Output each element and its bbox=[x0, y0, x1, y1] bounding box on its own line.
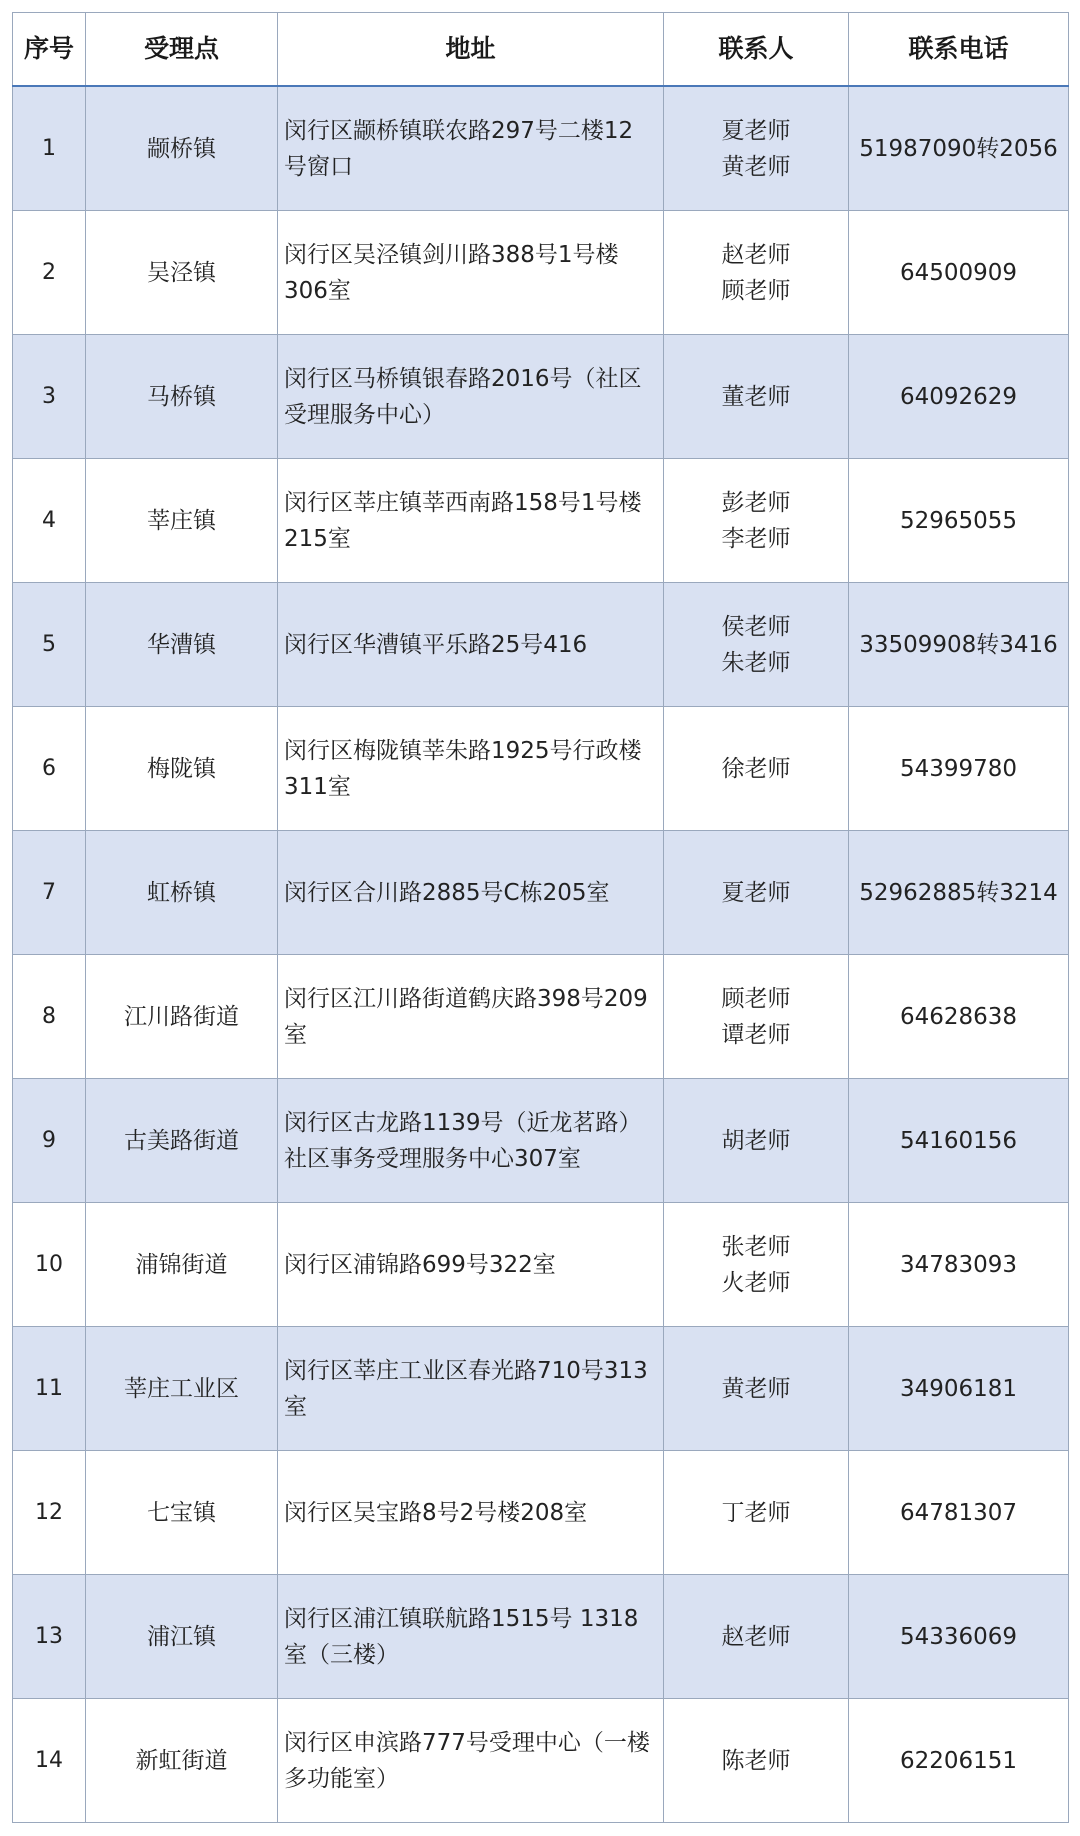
table-row bbox=[13, 707, 1069, 831]
table-body bbox=[13, 86, 1069, 1823]
header-contact: 联系人 bbox=[664, 13, 849, 87]
cell-site: 马桥镇 bbox=[86, 335, 278, 459]
cell-address: 闵行区莘庄工业区春光路710号313室 bbox=[278, 1327, 664, 1451]
contact-name: 顾老师 bbox=[721, 985, 791, 1012]
contact-name: 彭老师 bbox=[721, 489, 791, 516]
contact-name: 陈老师 bbox=[721, 1747, 791, 1774]
table-row bbox=[13, 955, 1069, 1079]
cell-address: 闵行区吴宝路8号2号楼208室 bbox=[278, 1451, 664, 1575]
cell-address: 闵行区浦锦路699号322室 bbox=[278, 1203, 664, 1327]
cell-contact bbox=[664, 707, 849, 831]
cell-contact bbox=[664, 1203, 849, 1327]
table-row bbox=[13, 583, 1069, 707]
cell-site: 古美路街道 bbox=[86, 1079, 278, 1203]
header-site: 受理点 bbox=[86, 13, 278, 87]
cell-index: 7 bbox=[13, 831, 86, 955]
cell-contact bbox=[664, 335, 849, 459]
cell-site: 莘庄工业区 bbox=[86, 1327, 278, 1451]
contact-name: 胡老师 bbox=[721, 1127, 791, 1154]
cell-index: 6 bbox=[13, 707, 86, 831]
cell-site: 梅陇镇 bbox=[86, 707, 278, 831]
contact-name: 赵老师 bbox=[721, 1623, 791, 1650]
contact-name: 谭老师 bbox=[721, 1021, 791, 1048]
contact-name: 徐老师 bbox=[721, 755, 791, 782]
contact-name: 侯老师 bbox=[721, 613, 791, 640]
cell-contact bbox=[664, 955, 849, 1079]
contact-name: 夏老师 bbox=[721, 879, 791, 906]
cell-phone: 64628638 bbox=[849, 955, 1069, 1079]
cell-index: 9 bbox=[13, 1079, 86, 1203]
cell-phone: 33509908转3416 bbox=[849, 583, 1069, 707]
table-row bbox=[13, 1451, 1069, 1575]
table-row bbox=[13, 1203, 1069, 1327]
cell-index: 14 bbox=[13, 1699, 86, 1823]
contact-name: 李老师 bbox=[721, 525, 791, 552]
contact-name: 丁老师 bbox=[721, 1499, 791, 1526]
cell-contact bbox=[664, 211, 849, 335]
cell-phone: 64092629 bbox=[849, 335, 1069, 459]
cell-site: 吴泾镇 bbox=[86, 211, 278, 335]
cell-contact bbox=[664, 86, 849, 211]
contact-name: 黄老师 bbox=[721, 1375, 791, 1402]
table-row bbox=[13, 1699, 1069, 1823]
cell-phone: 54336069 bbox=[849, 1575, 1069, 1699]
cell-address: 闵行区古龙路1139号（近龙茗路）社区事务受理服务中心307室 bbox=[278, 1079, 664, 1203]
cell-site: 七宝镇 bbox=[86, 1451, 278, 1575]
table-row bbox=[13, 459, 1069, 583]
contact-name: 夏老师 bbox=[721, 117, 791, 144]
cell-site: 浦江镇 bbox=[86, 1575, 278, 1699]
contact-name: 董老师 bbox=[721, 383, 791, 410]
cell-phone: 51987090转2056 bbox=[849, 86, 1069, 211]
cell-site: 浦锦街道 bbox=[86, 1203, 278, 1327]
cell-index: 8 bbox=[13, 955, 86, 1079]
cell-phone: 64781307 bbox=[849, 1451, 1069, 1575]
table-row bbox=[13, 86, 1069, 211]
contact-name: 黄老师 bbox=[721, 153, 791, 180]
cell-index: 5 bbox=[13, 583, 86, 707]
cell-address: 闵行区颛桥镇联农路297号二楼12号窗口 bbox=[278, 86, 664, 211]
table-row bbox=[13, 335, 1069, 459]
contact-table-container bbox=[12, 12, 1068, 1823]
cell-address: 闵行区江川路街道鹤庆路398号209室 bbox=[278, 955, 664, 1079]
cell-phone: 52965055 bbox=[849, 459, 1069, 583]
table-row bbox=[13, 1079, 1069, 1203]
acceptance-points-table bbox=[12, 12, 1069, 1823]
cell-address: 闵行区吴泾镇剑川路388号1号楼306室 bbox=[278, 211, 664, 335]
cell-address: 闵行区申滨路777号受理中心（一楼多功能室） bbox=[278, 1699, 664, 1823]
header-address: 地址 bbox=[278, 13, 664, 87]
table-row bbox=[13, 211, 1069, 335]
cell-index: 12 bbox=[13, 1451, 86, 1575]
table-row bbox=[13, 1327, 1069, 1451]
cell-contact bbox=[664, 1575, 849, 1699]
cell-phone: 64500909 bbox=[849, 211, 1069, 335]
cell-contact bbox=[664, 1699, 849, 1823]
cell-site: 华漕镇 bbox=[86, 583, 278, 707]
table-row bbox=[13, 1575, 1069, 1699]
cell-site: 新虹街道 bbox=[86, 1699, 278, 1823]
cell-contact bbox=[664, 1451, 849, 1575]
cell-address: 闵行区莘庄镇莘西南路158号1号楼215室 bbox=[278, 459, 664, 583]
cell-site: 虹桥镇 bbox=[86, 831, 278, 955]
contact-name: 赵老师 bbox=[721, 241, 791, 268]
contact-name: 朱老师 bbox=[721, 649, 791, 676]
table-header-row bbox=[13, 13, 1069, 87]
cell-index: 3 bbox=[13, 335, 86, 459]
cell-phone: 54399780 bbox=[849, 707, 1069, 831]
cell-index: 4 bbox=[13, 459, 86, 583]
cell-index: 10 bbox=[13, 1203, 86, 1327]
cell-address: 闵行区浦江镇联航路1515号 1318室（三楼） bbox=[278, 1575, 664, 1699]
cell-index: 11 bbox=[13, 1327, 86, 1451]
cell-address: 闵行区马桥镇银春路2016号（社区受理服务中心） bbox=[278, 335, 664, 459]
cell-address: 闵行区合川路2885号C栋205室 bbox=[278, 831, 664, 955]
cell-phone: 34783093 bbox=[849, 1203, 1069, 1327]
cell-address: 闵行区华漕镇平乐路25号416 bbox=[278, 583, 664, 707]
cell-index: 1 bbox=[13, 86, 86, 211]
table-row bbox=[13, 831, 1069, 955]
cell-phone: 52962885转3214 bbox=[849, 831, 1069, 955]
contact-name: 顾老师 bbox=[721, 277, 791, 304]
cell-address: 闵行区梅陇镇莘朱路1925号行政楼311室 bbox=[278, 707, 664, 831]
cell-site: 莘庄镇 bbox=[86, 459, 278, 583]
cell-contact bbox=[664, 583, 849, 707]
cell-phone: 62206151 bbox=[849, 1699, 1069, 1823]
cell-index: 13 bbox=[13, 1575, 86, 1699]
cell-contact bbox=[664, 459, 849, 583]
cell-phone: 34906181 bbox=[849, 1327, 1069, 1451]
header-phone: 联系电话 bbox=[849, 13, 1069, 87]
cell-site: 江川路街道 bbox=[86, 955, 278, 1079]
header-index: 序号 bbox=[13, 13, 86, 87]
cell-contact bbox=[664, 1079, 849, 1203]
cell-site: 颛桥镇 bbox=[86, 86, 278, 211]
cell-contact bbox=[664, 831, 849, 955]
contact-name: 火老师 bbox=[721, 1269, 791, 1296]
cell-phone: 54160156 bbox=[849, 1079, 1069, 1203]
cell-index: 2 bbox=[13, 211, 86, 335]
cell-contact bbox=[664, 1327, 849, 1451]
contact-name: 张老师 bbox=[721, 1233, 791, 1260]
